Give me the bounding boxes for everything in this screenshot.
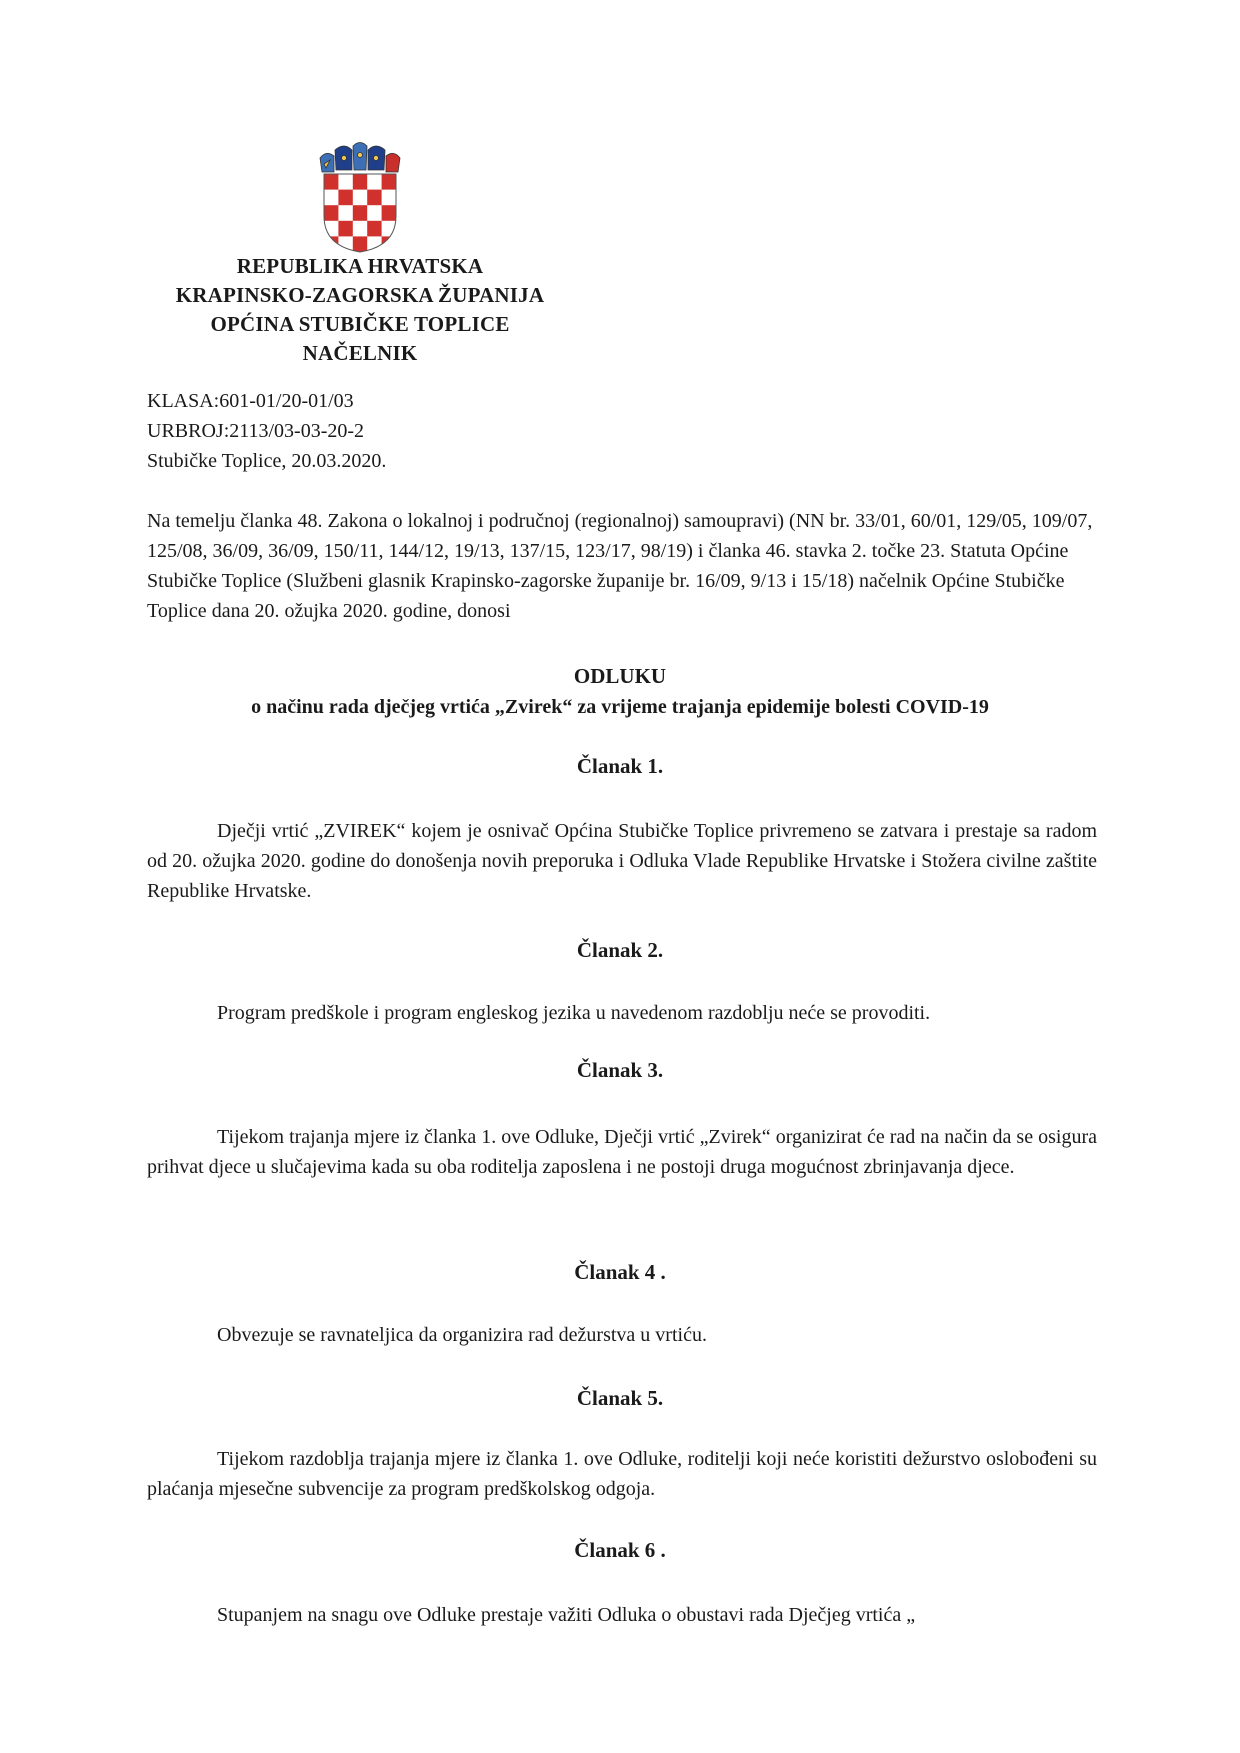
article-2-heading: Članak 2.	[576, 938, 664, 962]
article-1-text: Dječji vrtić „ZVIREK“ kojem je osnivač Općina Stubičke Toplice privremeno se zatvara i prestaje sa radom od 20. ožujka 2020. godine do donošenja novih preporuka i Odluka Vlade Republike Hrvatske i Stožera civilne zaštite Republike Hrvatske.	[147, 820, 1097, 902]
klasa: KLASA:601-01/20-01/03	[147, 390, 354, 412]
article-6-text: Stupanjem na snagu ove Odluke prestaje važiti Odluka o obustavi rada Dječjeg vrtića „	[217, 1604, 916, 1626]
document-meta	[147, 386, 386, 476]
decision-subtitle: o načinu rada dječjeg vrtića „Zvirek“ za vrijeme trajanja epidemije bolesti COVID-19	[251, 696, 989, 718]
coat-of-arms-icon	[316, 142, 404, 254]
header-municipality: OPĆINA STUBIČKE TOPLICE	[210, 312, 510, 336]
header-county: KRAPINSKO-ZAGORSKA ŽUPANIJA	[175, 283, 545, 307]
decision-title: ODLUKU	[573, 664, 667, 688]
document-header	[150, 252, 570, 368]
article-4-heading: Članak 4 .	[574, 1260, 666, 1284]
article-5-heading: Članak 5.	[576, 1386, 664, 1410]
place-date: Stubičke Toplice, 20.03.2020.	[147, 450, 387, 472]
urbroj: URBROJ:2113/03-03-20-2	[147, 420, 365, 442]
article-3-heading: Članak 3.	[576, 1058, 664, 1082]
header-country: REPUBLIKA HRVATSKA	[236, 254, 484, 278]
article-1-heading: Članak 1.	[576, 754, 664, 778]
article-3-text: Tijekom trajanja mjere iz članka 1. ove Odluke, Dječji vrtić „Zvirek“ organizirat će rad na način da se osigura prihvat djece u slučajevima kada su oba roditelja zaposlena i ne postoji druga mogućnost zbrinjavanja djece.	[147, 1126, 1097, 1178]
article-6-heading: Članak 6 .	[574, 1538, 666, 1562]
header-office: NAČELNIK	[302, 341, 418, 365]
article-2-text: Program predškole i program engleskog jezika u navedenom razdoblju neće se provoditi.	[217, 1002, 931, 1024]
article-5-text: Tijekom razdoblja trajanja mjere iz članka 1. ove Odluke, roditelji koji neće koristiti dežurstvo oslobođeni su plaćanja mjesečne subvencije za program predškolskog odgoja.	[147, 1448, 1097, 1500]
article-4-text: Obvezuje se ravnateljica da organizira rad dežurstva u vrtiću.	[217, 1324, 707, 1346]
intro-paragraph: Na temelju članka 48. Zakona o lokalnoj i područnoj (regionalnoj) samoupravi) (NN br. 33/01, 60/01, 129/05, 109/07, 125/08, 36/09, 36/09, 150/11, 144/12, 19/13, 137/15, 123/17, 98/19) i članka 46. stavka 2. točke 23. Statuta Općine Stubičke Toplice (Službeni glasnik Krapinsko-zagorske županije br. 16/09, 9/13 i 15/18) načelnik Općine Stubičke Toplice dana 20. ožujka 2020. godine, donosi	[147, 510, 1093, 622]
